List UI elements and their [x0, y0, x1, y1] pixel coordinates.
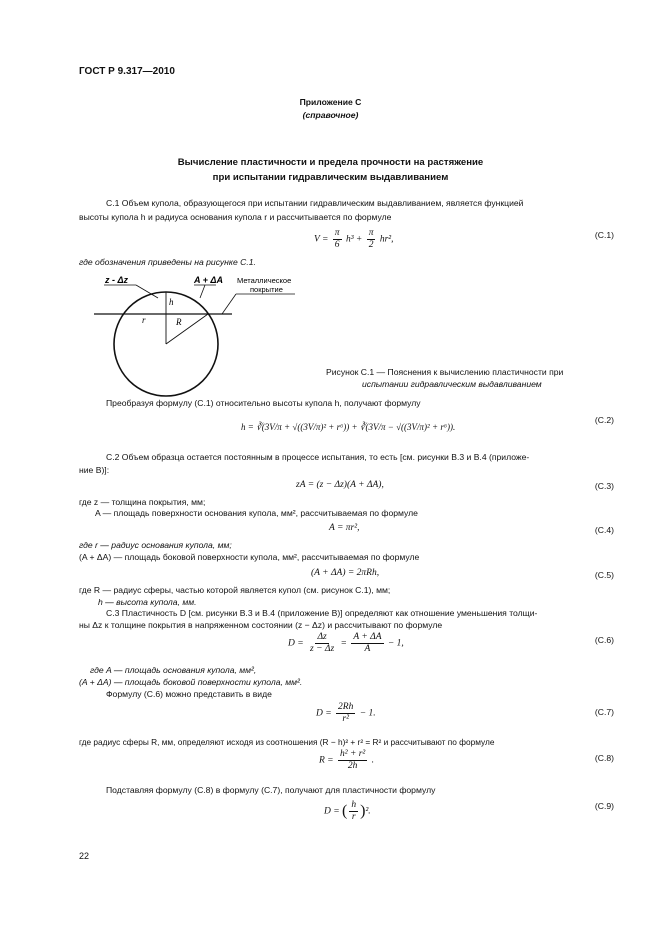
eq-c1-tail: hr²,: [379, 234, 394, 245]
where-r: где r — радиус основания купола, мм;: [79, 540, 232, 550]
eq-c6-den1: z − Δz: [310, 644, 335, 654]
eq-c8-den: 2h: [347, 761, 358, 771]
eq-c8-num: h² + r²: [339, 749, 366, 759]
equation-number-c3: (С.3): [594, 481, 614, 491]
label-coating-1: Металлическое: [237, 276, 292, 285]
figure-caption-text1: Рисунок С.1 — Пояснения к вычислению пластичности при: [326, 367, 564, 377]
label-z-minus-dz: z - Δz: [105, 275, 129, 285]
eq-c6-tail: − 1,: [387, 638, 404, 649]
equation-number-c4: (С.4): [594, 525, 614, 535]
eq-c7-lhs: D =: [316, 708, 332, 719]
eq-c9-lhs: D =: [324, 806, 340, 817]
equation-c5: (A + ΔA) = 2πRh,: [311, 568, 380, 578]
eq-c9-paren-open: (: [342, 802, 348, 820]
eq-c6-num1: Δz: [317, 632, 327, 642]
figure-caption-line1: [326, 367, 563, 377]
eq-c9-den: r: [351, 812, 356, 822]
equation-number-c6: (С.6): [594, 635, 614, 645]
where-z: где z — толщина покрытия, мм;: [79, 497, 206, 507]
paragraph-c1-line2: высоты купола h и радиуса основания купола r и рассчитывается по формуле: [79, 212, 392, 222]
equation-number-c7: (С.7): [594, 707, 614, 717]
eq-c6-lhs: D =: [288, 638, 304, 649]
eq-c1-lhs: V =: [314, 234, 329, 245]
where-R: где R — радиус сферы, частью которой является купол (см. рисунок С.1), мм;: [79, 585, 391, 595]
where-A-dA-2: (A + ΔA) — площадь боковой поверхности купола, мм².: [79, 677, 303, 687]
equation-c2: h = ∛(3V/π + √((3V/π)² + r⁶)) + ∛(3V/π − √((3V/π)² + r⁶)).: [241, 422, 456, 432]
eq-c1-den2: 2: [368, 240, 374, 250]
eq-c9-num: h: [351, 800, 357, 810]
eq-c7-num: 2Rh: [338, 702, 354, 712]
label-A-plus-dA: A + ΔA: [194, 275, 223, 285]
eq-c6-eq: =: [340, 638, 347, 649]
equation-number-c8: (С.8): [594, 753, 614, 763]
where-h: h — высота купола, мм.: [98, 597, 197, 607]
label-coating-leader: [222, 294, 236, 314]
section-title-line1: Вычисление пластичности и предела прочности на растяжение: [177, 157, 484, 168]
eq-c1-frac2: [367, 228, 376, 251]
eq-c1-frac1: [333, 228, 342, 251]
equation-number-c9: (С.9): [594, 801, 614, 811]
paragraph-c2-line1: С.2 Объем образца остается постоянным в процессе испытания, то есть [см. рисунки В.3 и В.4 (приложе-: [106, 452, 530, 462]
page-number: 22: [79, 851, 90, 861]
where-A-dA: (A + ΔA) — площадь боковой поверхности купола, мм², рассчитываемая по формуле: [79, 552, 420, 562]
equation-c9: [324, 800, 371, 823]
equation-c3: zA = (z − Δz)(A + ΔA),: [296, 480, 384, 490]
eq-c1-mid: h³ +: [345, 234, 363, 245]
eq-c7-den: r²: [342, 714, 349, 724]
eq-c1-den1: 6: [334, 240, 340, 250]
paragraph-c1-line1: С.1 Объем купола, образующегося при испытании гидравлическим выдавливанием, является функцией: [106, 198, 524, 208]
paragraph-c2-line2: ние В)]:: [79, 465, 110, 475]
equation-number-c2: (С.2): [594, 415, 614, 425]
eq-c6-den2: A: [364, 644, 371, 654]
paragraph-substitute: Подставляя формулу (С.8) в формулу (С.7), получают для пластичности формулу: [106, 785, 436, 795]
eq-c6-frac1: [308, 632, 336, 655]
label-r: r: [142, 315, 146, 325]
figure-reference: где обозначения приведены на рисунке С.1.: [79, 257, 256, 267]
paragraph-transform: Преобразуя формулу (С.1) относительно высоты купола h, получают формулу: [106, 398, 421, 408]
radius-R-line: [166, 314, 208, 344]
equation-number-c5: (С.5): [594, 570, 614, 580]
eq-c7-frac: [336, 702, 355, 725]
label-R: R: [176, 317, 182, 327]
eq-c7-tail: − 1.: [359, 708, 376, 719]
eq-c6-num2: A + ΔA: [353, 632, 382, 642]
where-A-2: где A — площадь основания купола, мм²,: [90, 665, 257, 675]
equation-c7: [316, 702, 376, 725]
figure-dome-diagram: [90, 272, 330, 412]
where-R-sphere: где радиус сферы R, мм, определяют исходя из соотношения (R − h)² + r² = R² и рассчитывают по формуле: [79, 737, 495, 747]
equation-c6: [288, 632, 404, 655]
eq-c8-frac: [338, 749, 367, 772]
equation-c4: A = πr²,: [329, 523, 360, 533]
figure-caption-line2: испытании гидравлическим выдавливанием: [362, 379, 542, 389]
eq-c1-num2: π: [368, 228, 374, 238]
where-A: A — площадь поверхности основания купола, мм², рассчитываемая по формуле: [95, 508, 418, 518]
paragraph-c3-line2: ны Δz к толщине покрытия в напряженном состоянии (z − Δz) и рассчитывают по формуле: [79, 620, 443, 630]
paragraph-c6-present: Формулу (С.6) можно представить в виде: [106, 689, 272, 699]
eq-c6-frac2: [351, 632, 383, 655]
eq-c1-num1: π: [334, 228, 340, 238]
document-code: ГОСТ Р 9.317—2010: [79, 66, 175, 77]
eq-c8-tail: .: [371, 755, 375, 766]
section-title-line2: при испытании гидравлическим выдавливанием: [212, 172, 449, 183]
equation-c1: [314, 228, 394, 251]
label-coating-2: покрытие: [250, 285, 283, 294]
paragraph-c3-line1: С.3 Пластичность D [см. рисунки В.3 и В.4 (приложение В)] определяют как отношение уменьшения толщи-: [106, 608, 538, 618]
equation-number-c1: (С.1): [594, 230, 614, 240]
appendix-subtitle: (справочное): [302, 110, 359, 120]
eq-c9-paren-close: ): [360, 802, 366, 820]
label-h: h: [169, 297, 174, 307]
equation-c8: [319, 749, 374, 772]
eq-c9-tail: ².: [365, 806, 371, 817]
label-A-leader: [200, 285, 205, 298]
appendix-title: Приложение С: [299, 97, 362, 107]
eq-c9-frac: [349, 800, 358, 823]
eq-c8-lhs: R =: [319, 755, 334, 766]
